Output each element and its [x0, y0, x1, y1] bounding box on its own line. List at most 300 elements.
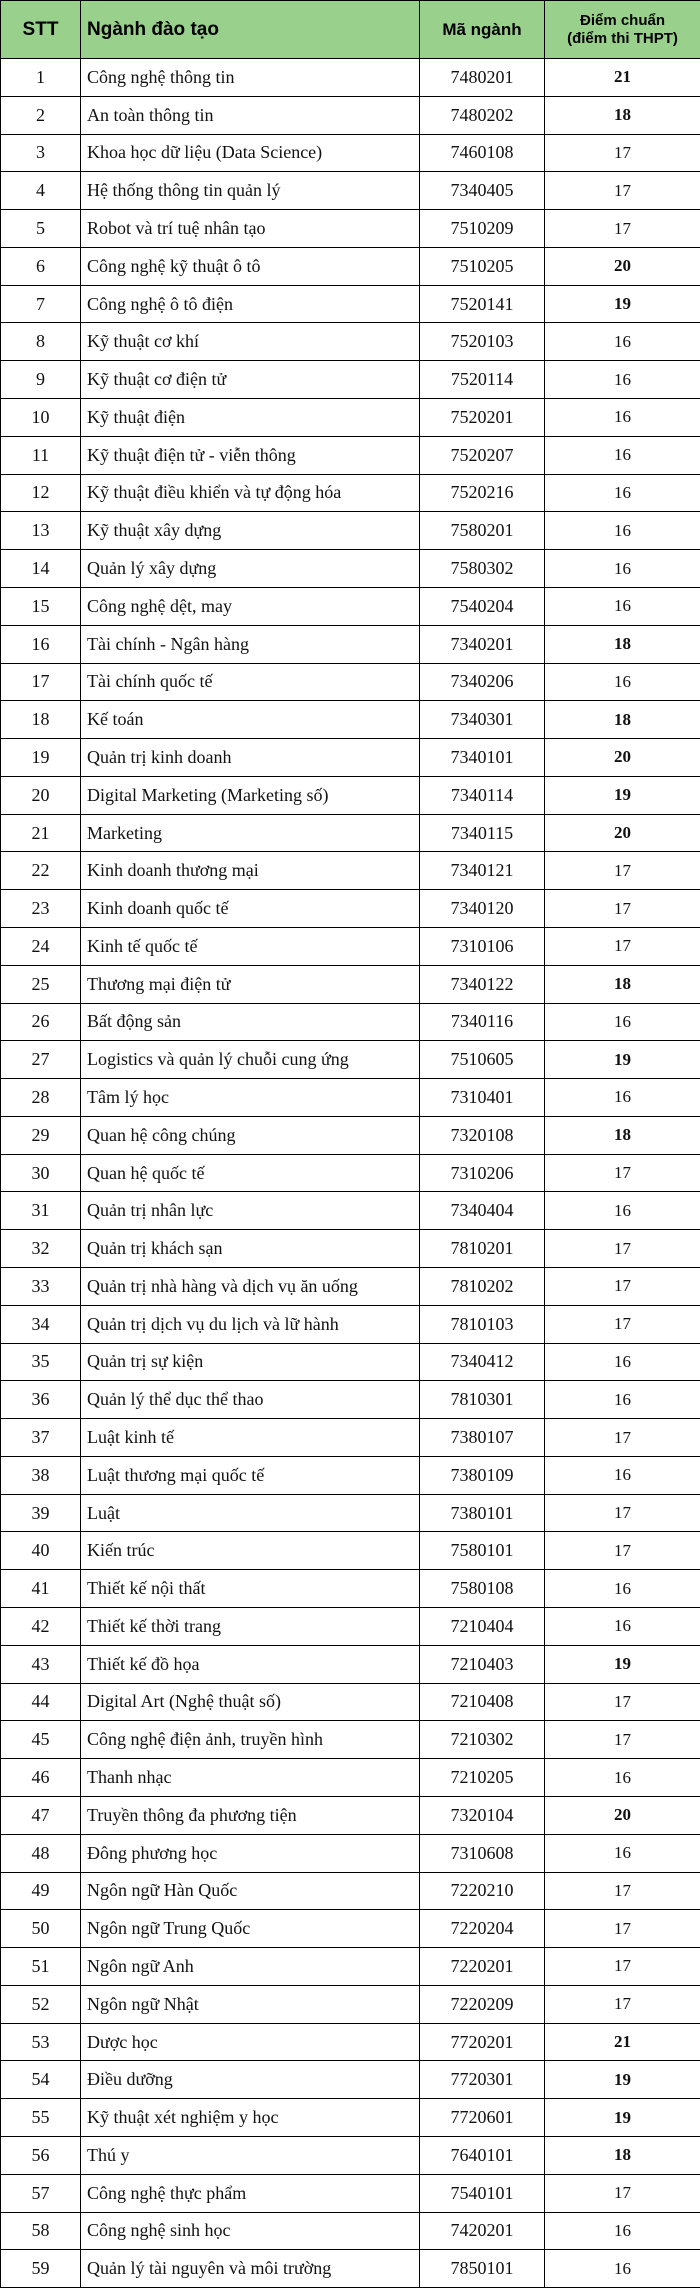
table-row [1, 1872, 700, 1910]
row-major-code: 7340120 [420, 890, 545, 928]
row-major-code: 7580108 [420, 1570, 545, 1608]
row-major-code: 7520114 [420, 361, 545, 399]
row-major-name: Công nghệ thực phẩm [81, 2174, 420, 2212]
row-major-name: Quản lý xây dựng [81, 550, 420, 588]
row-score: 18 [545, 2136, 700, 2174]
row-stt: 18 [1, 701, 81, 739]
row-major-code: 7810202 [420, 1268, 545, 1306]
row-major-name: Ngôn ngữ Trung Quốc [81, 1910, 420, 1948]
row-major-code: 7340301 [420, 701, 545, 739]
table-row [1, 1268, 700, 1306]
row-stt: 42 [1, 1608, 81, 1646]
row-major-name: Công nghệ sinh học [81, 2212, 420, 2250]
row-score: 18 [545, 965, 700, 1003]
row-stt: 55 [1, 2099, 81, 2137]
row-stt: 25 [1, 965, 81, 1003]
row-stt: 23 [1, 890, 81, 928]
table-row [1, 587, 700, 625]
row-major-name: Thiết kế đồ họa [81, 1645, 420, 1683]
row-stt: 2 [1, 96, 81, 134]
row-stt: 4 [1, 172, 81, 210]
row-stt: 39 [1, 1494, 81, 1532]
row-score: 19 [545, 776, 700, 814]
table-row [1, 1532, 700, 1570]
row-score: 17 [545, 1985, 700, 2023]
row-major-name: Tài chính - Ngân hàng [81, 625, 420, 663]
table-row [1, 1948, 700, 1986]
table-row [1, 1570, 700, 1608]
row-major-code: 7380101 [420, 1494, 545, 1532]
row-major-code: 7220201 [420, 1948, 545, 1986]
row-major-name: Kỹ thuật cơ điện tử [81, 361, 420, 399]
row-major-name: Kinh tế quốc tế [81, 927, 420, 965]
row-major-code: 7340122 [420, 965, 545, 1003]
row-stt: 22 [1, 852, 81, 890]
row-major-name: Hệ thống thông tin quản lý [81, 172, 420, 210]
row-major-code: 7580101 [420, 1532, 545, 1570]
row-major-code: 7720301 [420, 2061, 545, 2099]
row-stt: 13 [1, 512, 81, 550]
row-score: 18 [545, 96, 700, 134]
row-score: 16 [545, 1456, 700, 1494]
row-score: 19 [545, 285, 700, 323]
row-major-name: Digital Marketing (Marketing số) [81, 776, 420, 814]
table-row [1, 852, 700, 890]
row-score: 20 [545, 814, 700, 852]
row-major-name: Thiết kế nội thất [81, 1570, 420, 1608]
row-major-code: 7310206 [420, 1154, 545, 1192]
row-major-code: 7340114 [420, 776, 545, 814]
row-major-name: Thú y [81, 2136, 420, 2174]
row-major-code: 7510205 [420, 247, 545, 285]
row-major-name: Thiết kế thời trang [81, 1608, 420, 1646]
table-row [1, 2250, 700, 2288]
row-major-name: Kỹ thuật xây dựng [81, 512, 420, 550]
row-major-code: 7580302 [420, 550, 545, 588]
row-major-name: Công nghệ kỹ thuật ô tô [81, 247, 420, 285]
row-score: 21 [545, 59, 700, 97]
table-row [1, 1759, 700, 1797]
row-stt: 26 [1, 1003, 81, 1041]
table-row [1, 1645, 700, 1683]
row-major-code: 7210403 [420, 1645, 545, 1683]
row-stt: 29 [1, 1116, 81, 1154]
table-row [1, 1494, 700, 1532]
table-row [1, 1079, 700, 1117]
row-major-name: Luật kinh tế [81, 1419, 420, 1457]
row-major-name: Quản trị nhân lực [81, 1192, 420, 1230]
row-stt: 45 [1, 1721, 81, 1759]
row-stt: 17 [1, 663, 81, 701]
row-stt: 56 [1, 2136, 81, 2174]
row-score: 17 [545, 134, 700, 172]
table-row [1, 323, 700, 361]
row-major-name: Quản lý tài nguyên và môi trường [81, 2250, 420, 2288]
row-stt: 54 [1, 2061, 81, 2099]
header-score [545, 1, 700, 59]
table-row [1, 1116, 700, 1154]
row-stt: 38 [1, 1456, 81, 1494]
table-row [1, 247, 700, 285]
row-major-name: Kinh doanh quốc tế [81, 890, 420, 928]
row-stt: 35 [1, 1343, 81, 1381]
table-row [1, 1343, 700, 1381]
row-stt: 30 [1, 1154, 81, 1192]
row-stt: 53 [1, 2023, 81, 2061]
table-row [1, 1192, 700, 1230]
row-major-name: Dược học [81, 2023, 420, 2061]
table-row [1, 701, 700, 739]
row-score: 20 [545, 1796, 700, 1834]
row-score: 21 [545, 2023, 700, 2061]
row-score: 16 [545, 512, 700, 550]
row-score: 17 [545, 890, 700, 928]
row-score: 19 [545, 1645, 700, 1683]
row-stt: 10 [1, 399, 81, 437]
table-row [1, 550, 700, 588]
row-score: 16 [545, 399, 700, 437]
row-score: 17 [545, 1268, 700, 1306]
row-stt: 44 [1, 1683, 81, 1721]
row-major-code: 7510209 [420, 210, 545, 248]
table-row [1, 2099, 700, 2137]
table-row [1, 2136, 700, 2174]
table-row [1, 1305, 700, 1343]
row-major-code: 7850101 [420, 2250, 545, 2288]
table-row [1, 1041, 700, 1079]
table-row [1, 1985, 700, 2023]
row-score: 16 [545, 2212, 700, 2250]
row-major-name: Kỹ thuật cơ khí [81, 323, 420, 361]
table-header [1, 1, 700, 59]
row-stt: 28 [1, 1079, 81, 1117]
row-score: 16 [545, 1759, 700, 1797]
row-major-code: 7340116 [420, 1003, 545, 1041]
row-major-name: Kỹ thuật xét nghiệm y học [81, 2099, 420, 2137]
row-major-code: 7340404 [420, 1192, 545, 1230]
row-stt: 14 [1, 550, 81, 588]
table-row [1, 399, 700, 437]
row-major-code: 7380107 [420, 1419, 545, 1457]
row-major-code: 7210408 [420, 1683, 545, 1721]
row-major-name: Luật [81, 1494, 420, 1532]
row-score: 18 [545, 1116, 700, 1154]
row-major-code: 7810201 [420, 1230, 545, 1268]
row-score: 17 [545, 927, 700, 965]
row-score: 20 [545, 247, 700, 285]
row-major-name: Thanh nhạc [81, 1759, 420, 1797]
row-score: 16 [545, 550, 700, 588]
row-score: 17 [545, 1683, 700, 1721]
row-major-name: Truyền thông đa phương tiện [81, 1796, 420, 1834]
row-score: 16 [545, 1608, 700, 1646]
row-score: 16 [545, 474, 700, 512]
row-major-code: 7210404 [420, 1608, 545, 1646]
row-major-name: Luật thương mại quốc tế [81, 1456, 420, 1494]
row-major-code: 7540204 [420, 587, 545, 625]
row-major-name: Công nghệ dệt, may [81, 587, 420, 625]
header-score-line2: (điểm thi THPT) [545, 30, 700, 48]
row-major-code: 7510605 [420, 1041, 545, 1079]
row-score: 20 [545, 739, 700, 777]
row-major-code: 7310106 [420, 927, 545, 965]
row-score: 18 [545, 701, 700, 739]
row-major-code: 7210302 [420, 1721, 545, 1759]
row-stt: 15 [1, 587, 81, 625]
row-major-name: Logistics và quản lý chuỗi cung ứng [81, 1041, 420, 1079]
table-row [1, 663, 700, 701]
row-major-code: 7340101 [420, 739, 545, 777]
row-score: 16 [545, 1834, 700, 1872]
row-major-code: 7460108 [420, 134, 545, 172]
row-score: 17 [545, 1154, 700, 1192]
row-major-code: 7640101 [420, 2136, 545, 2174]
table-row [1, 59, 700, 97]
row-stt: 48 [1, 1834, 81, 1872]
row-major-name: Quản trị nhà hàng và dịch vụ ăn uống [81, 1268, 420, 1306]
row-score: 19 [545, 1041, 700, 1079]
row-score: 16 [545, 1570, 700, 1608]
row-score: 17 [545, 172, 700, 210]
row-stt: 21 [1, 814, 81, 852]
row-major-name: Kỹ thuật điều khiển và tự động hóa [81, 474, 420, 512]
row-major-name: Quản lý thể dục thể thao [81, 1381, 420, 1419]
row-major-name: Quan hệ công chúng [81, 1116, 420, 1154]
table-row [1, 2023, 700, 2061]
row-score: 16 [545, 1343, 700, 1381]
row-major-code: 7810301 [420, 1381, 545, 1419]
row-stt: 43 [1, 1645, 81, 1683]
table-row [1, 1456, 700, 1494]
header-major: Ngành đào tạo [81, 1, 420, 59]
row-major-code: 7340412 [420, 1343, 545, 1381]
table-row [1, 1608, 700, 1646]
table-row [1, 625, 700, 663]
row-major-code: 7540101 [420, 2174, 545, 2212]
row-stt: 12 [1, 474, 81, 512]
row-major-name: Công nghệ thông tin [81, 59, 420, 97]
row-major-name: An toàn thông tin [81, 96, 420, 134]
row-stt: 20 [1, 776, 81, 814]
row-major-name: Thương mại điện tử [81, 965, 420, 1003]
row-major-name: Khoa học dữ liệu (Data Science) [81, 134, 420, 172]
row-score: 17 [545, 1721, 700, 1759]
row-major-name: Kiến trúc [81, 1532, 420, 1570]
row-major-code: 7220209 [420, 1985, 545, 2023]
table-body [1, 59, 700, 2288]
row-major-code: 7340201 [420, 625, 545, 663]
row-major-name: Tài chính quốc tế [81, 663, 420, 701]
row-major-code: 7340206 [420, 663, 545, 701]
row-stt: 33 [1, 1268, 81, 1306]
row-stt: 50 [1, 1910, 81, 1948]
row-stt: 27 [1, 1041, 81, 1079]
row-major-name: Ngôn ngữ Anh [81, 1948, 420, 1986]
row-stt: 32 [1, 1230, 81, 1268]
row-major-name: Quản trị khách sạn [81, 1230, 420, 1268]
row-major-code: 7580201 [420, 512, 545, 550]
table-row [1, 1796, 700, 1834]
table-row [1, 814, 700, 852]
row-major-code: 7220210 [420, 1872, 545, 1910]
row-major-code: 7320104 [420, 1796, 545, 1834]
row-score: 16 [545, 361, 700, 399]
row-major-name: Tâm lý học [81, 1079, 420, 1117]
row-stt: 9 [1, 361, 81, 399]
row-major-name: Quản trị kinh doanh [81, 739, 420, 777]
row-major-code: 7340121 [420, 852, 545, 890]
row-major-name: Quản trị dịch vụ du lịch và lữ hành [81, 1305, 420, 1343]
row-stt: 52 [1, 1985, 81, 2023]
table-row [1, 1419, 700, 1457]
table-row [1, 172, 700, 210]
row-score: 16 [545, 1192, 700, 1230]
table-row [1, 1834, 700, 1872]
row-score: 16 [545, 436, 700, 474]
table-row [1, 927, 700, 965]
row-major-code: 7220204 [420, 1910, 545, 1948]
table-row [1, 2174, 700, 2212]
row-major-name: Quan hệ quốc tế [81, 1154, 420, 1192]
row-score: 18 [545, 625, 700, 663]
row-major-name: Quản trị sự kiện [81, 1343, 420, 1381]
row-major-code: 7320108 [420, 1116, 545, 1154]
row-major-code: 7720601 [420, 2099, 545, 2137]
table-row [1, 436, 700, 474]
row-major-name: Công nghệ điện ảnh, truyền hình [81, 1721, 420, 1759]
row-score: 16 [545, 1381, 700, 1419]
row-score: 17 [545, 1419, 700, 1457]
row-score: 19 [545, 2061, 700, 2099]
row-score: 17 [545, 1532, 700, 1570]
table-row [1, 210, 700, 248]
row-major-name: Robot và trí tuệ nhân tạo [81, 210, 420, 248]
table-row [1, 965, 700, 1003]
row-major-name: Ngôn ngữ Nhật [81, 1985, 420, 2023]
table-row [1, 1683, 700, 1721]
row-score: 17 [545, 2174, 700, 2212]
row-stt: 47 [1, 1796, 81, 1834]
row-score: 19 [545, 2099, 700, 2137]
row-score: 16 [545, 587, 700, 625]
row-major-code: 7520216 [420, 474, 545, 512]
row-stt: 34 [1, 1305, 81, 1343]
row-major-name: Kỹ thuật điện tử - viễn thông [81, 436, 420, 474]
row-major-name: Kỹ thuật điện [81, 399, 420, 437]
table-row [1, 890, 700, 928]
header-row [1, 1, 700, 59]
row-stt: 40 [1, 1532, 81, 1570]
table-row [1, 512, 700, 550]
row-stt: 8 [1, 323, 81, 361]
row-score: 17 [545, 1494, 700, 1532]
row-stt: 58 [1, 2212, 81, 2250]
row-major-name: Đông phương học [81, 1834, 420, 1872]
row-stt: 46 [1, 1759, 81, 1797]
table-row [1, 361, 700, 399]
row-major-name: Marketing [81, 814, 420, 852]
row-major-code: 7480201 [420, 59, 545, 97]
row-score: 16 [545, 1079, 700, 1117]
row-stt: 16 [1, 625, 81, 663]
row-major-code: 7480202 [420, 96, 545, 134]
row-major-code: 7310608 [420, 1834, 545, 1872]
row-score: 17 [545, 1910, 700, 1948]
row-major-code: 7810103 [420, 1305, 545, 1343]
row-major-name: Công nghệ ô tô điện [81, 285, 420, 323]
row-stt: 49 [1, 1872, 81, 1910]
row-stt: 24 [1, 927, 81, 965]
table-row [1, 134, 700, 172]
row-stt: 59 [1, 2250, 81, 2288]
row-score: 16 [545, 323, 700, 361]
row-major-name: Điều dưỡng [81, 2061, 420, 2099]
row-major-code: 7340405 [420, 172, 545, 210]
row-stt: 7 [1, 285, 81, 323]
row-stt: 57 [1, 2174, 81, 2212]
row-score: 17 [545, 1305, 700, 1343]
row-stt: 36 [1, 1381, 81, 1419]
row-major-code: 7720201 [420, 2023, 545, 2061]
table-row [1, 474, 700, 512]
row-major-code: 7420201 [420, 2212, 545, 2250]
row-major-name: Kế toán [81, 701, 420, 739]
header-code: Mã ngành [420, 1, 545, 59]
table-row [1, 739, 700, 777]
row-major-code: 7340115 [420, 814, 545, 852]
table-row [1, 1003, 700, 1041]
table-row [1, 96, 700, 134]
row-score: 17 [545, 1230, 700, 1268]
row-stt: 41 [1, 1570, 81, 1608]
row-score: 16 [545, 2250, 700, 2288]
row-major-name: Kinh doanh thương mại [81, 852, 420, 890]
table-row [1, 1721, 700, 1759]
row-stt: 31 [1, 1192, 81, 1230]
row-score: 17 [545, 852, 700, 890]
row-stt: 6 [1, 247, 81, 285]
row-stt: 1 [1, 59, 81, 97]
row-stt: 5 [1, 210, 81, 248]
row-major-name: Digital Art (Nghệ thuật số) [81, 1683, 420, 1721]
row-major-name: Ngôn ngữ Hàn Quốc [81, 1872, 420, 1910]
row-score: 17 [545, 210, 700, 248]
row-stt: 11 [1, 436, 81, 474]
row-stt: 19 [1, 739, 81, 777]
row-major-name: Bất động sản [81, 1003, 420, 1041]
header-score-line1: Điểm chuẩn [545, 12, 700, 30]
row-stt: 37 [1, 1419, 81, 1457]
row-stt: 51 [1, 1948, 81, 1986]
table-row [1, 1381, 700, 1419]
row-major-code: 7520103 [420, 323, 545, 361]
table-row [1, 2212, 700, 2250]
table-row [1, 2061, 700, 2099]
row-score: 17 [545, 1872, 700, 1910]
row-score: 16 [545, 663, 700, 701]
row-major-code: 7520207 [420, 436, 545, 474]
row-major-code: 7210205 [420, 1759, 545, 1797]
table-row [1, 1230, 700, 1268]
table-row [1, 776, 700, 814]
row-major-code: 7380109 [420, 1456, 545, 1494]
table-row [1, 1154, 700, 1192]
header-stt: STT [1, 1, 81, 59]
row-major-code: 7310401 [420, 1079, 545, 1117]
row-stt: 3 [1, 134, 81, 172]
row-score: 17 [545, 1948, 700, 1986]
table-row [1, 285, 700, 323]
